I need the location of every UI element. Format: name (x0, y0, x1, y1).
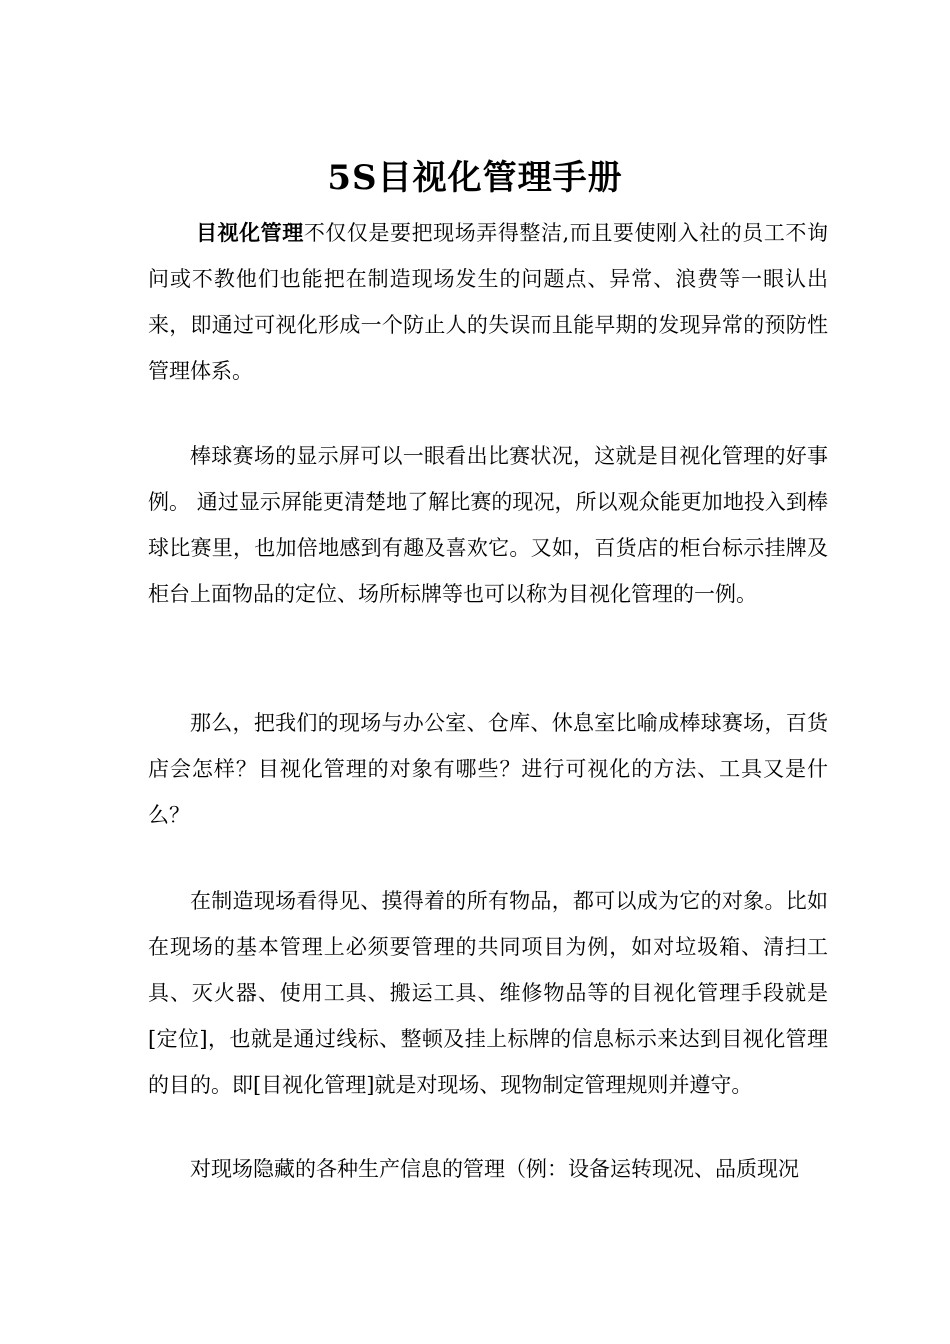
document-title: 5S目视化管理手册 (327, 158, 623, 198)
paragraph-5: 对现场隐藏的各种生产信息的管理（例：设备运转现况、品质现况 (190, 1157, 799, 1181)
paragraph-2: 棒球赛场的显示屏可以一眼看出比赛状况，这就是目视化管理的好事例。 通过显示屏能更清楚地了解比赛的现况，所以观众能更加地投入到棒球比赛里，也加倍地感到有趣及喜欢它。又如，百货店的柜台标示挂牌及柜台上面物品的定位、场所标牌等也可以称为目视化管理的一例。 (148, 444, 828, 606)
paragraph-1-text: 不仅仅是要把现场弄得整洁,而且要使刚入社的员工不询问或不教他们也能把在制造现场发生的问题点、异常、浪费等一眼认出来，即通过可视化形成一个防止人的失误而且能早期的发现异常的预防性管理体系。 (148, 221, 828, 383)
paragraph-3: 那么，把我们的现场与办公室、仓库、休息室比喻成棒球赛场，百货店会怎样？目视化管理的对象有哪些？进行可视化的方法、工具又是什么？ (148, 711, 828, 827)
paragraph-1 (148, 210, 828, 394)
paragraph-1-lead: 目视化管理 (196, 220, 304, 245)
paragraph-4: 在制造现场看得见、摸得着的所有物品，都可以成为它的对象。比如在现场的基本管理上必须要管理的共同项目为例，如对垃圾箱、清扫工具、灭火器、使用工具、搬运工具、维修物品等的目视化管理手段就是[定位]，也就是通过线标、整顿及挂上标牌的信息标示来达到目视化管理的目的。即[目视化管理]就是对现场、现物制定管理规则并遵守。 (148, 889, 828, 1097)
